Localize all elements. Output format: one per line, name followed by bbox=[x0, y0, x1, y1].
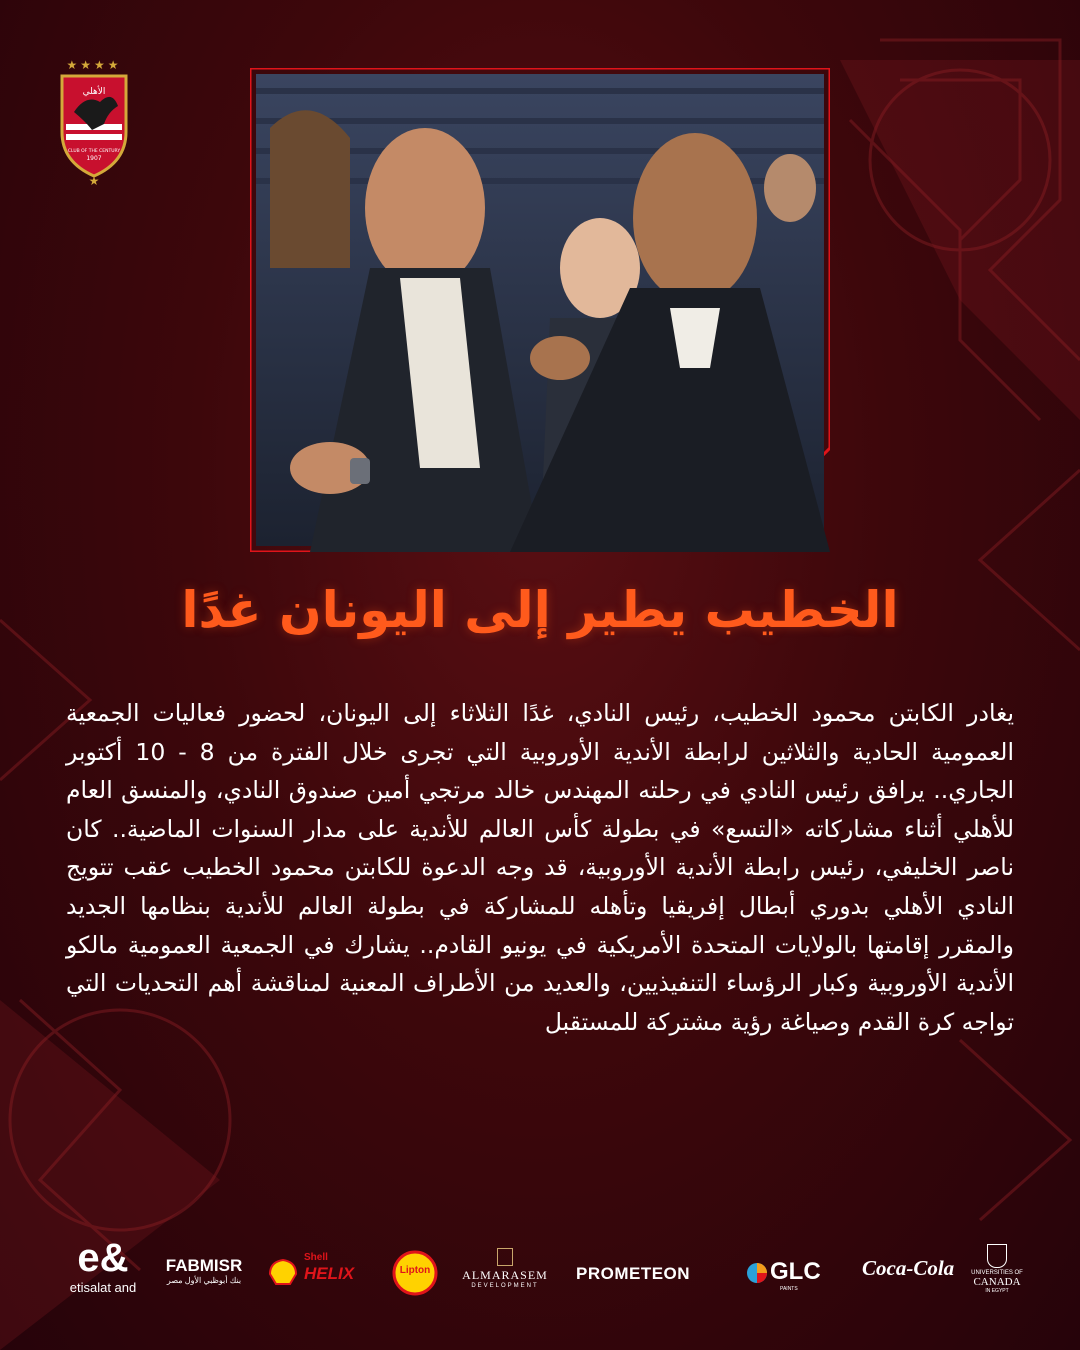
shell-top-text: Shell bbox=[304, 1252, 328, 1263]
logo-arabic-text: الأهلي bbox=[82, 87, 106, 97]
etisalat-label: etisalat and bbox=[69, 1280, 137, 1295]
prometeon-text: PROMETEON bbox=[576, 1264, 691, 1283]
article-body: يغادر الكابتن محمود الخطيب، رئيس النادي، غدًا الثلاثاء إلى اليونان، لحضور فعاليات الجمعية العمومية الحادية والثلاثين لرابطة الأندية الأوروبية التي تجرى خلال الفترة من 8 - 10 أكتوبر الجاري.. يرافق رئيس النادي في رحلته المهندس خالد مرتجي أمين صندوق النادي، والمنسق العام للأهلي أثناء مشاركاته «التسع» في بطولة كأس العالم للأندية على مدار السنوات الماضية.. كان ناصر الخليفي، رئيس رابطة الأندية الأوروبية، قد وجه الدعوة للكابتن محمود الخطيب عقب تتويج النادي الأهلي بدوري أبطال إفريقيا وتأهله للمشاركة في بطولة العالم للأندية بنظامها الجديد والمقرر إقامتها بالولايات المتحدة الأمريكية في يونيو القادم.. يشارك في الجمعية العمومية مالكو الأندية الأوروبية وكبار الرؤساء التنفيذيين، والعديد من الأطراف المعنية لمناقشة أهم التحديات التي تواجه كرة القدم وصياغة رؤية مشتركة للمستقبل bbox=[66, 699, 1014, 1036]
uofc-crest-icon bbox=[987, 1244, 1007, 1268]
uofc-line3: IN EGYPT bbox=[985, 1288, 1009, 1294]
photo-frame bbox=[250, 68, 830, 552]
sponsor-etisalat bbox=[58, 1236, 148, 1295]
sponsor-coca-cola bbox=[862, 1256, 962, 1281]
club-logo bbox=[56, 58, 132, 188]
sponsor-shell-helix bbox=[268, 1252, 372, 1292]
almarasem-emblem-icon bbox=[497, 1248, 513, 1266]
sponsor-fabmisr bbox=[154, 1256, 254, 1285]
sponsor-lipton bbox=[392, 1250, 438, 1296]
glc-logo-icon bbox=[746, 1262, 768, 1284]
stars-icon: ★★★★ bbox=[66, 58, 122, 72]
coca-cola-text: Coca-Cola bbox=[862, 1256, 955, 1280]
almarasem-text: ALMARASEM bbox=[462, 1268, 548, 1282]
sponsor-bar bbox=[50, 1236, 1030, 1316]
glc-text: GLC bbox=[770, 1258, 821, 1285]
sponsor-almarasem bbox=[454, 1248, 556, 1289]
etisalat-logo-icon: e& bbox=[77, 1236, 129, 1280]
star-icon: ★ bbox=[88, 174, 100, 188]
al-ahly-logo-icon bbox=[56, 72, 132, 182]
uofc-line1: UNIVERSITIES OF bbox=[971, 1270, 1023, 1276]
logo-year-text: 1907 bbox=[86, 155, 102, 162]
lipton-label: Lipton bbox=[399, 1265, 431, 1276]
fabmisr-logo-text: FABMISR bbox=[165, 1256, 243, 1275]
photo-two-men-embracing bbox=[250, 68, 830, 552]
uofc-line2: CANADA bbox=[973, 1276, 1021, 1288]
sponsor-universities-of-canada bbox=[962, 1244, 1032, 1294]
fabmisr-sub-text: بنك أبوظبي الأول مصر bbox=[166, 1276, 242, 1285]
helix-text: HELIX bbox=[304, 1264, 355, 1283]
sponsor-prometeon bbox=[576, 1264, 736, 1284]
headline: الخطيب يطير إلى اليونان غدًا bbox=[181, 581, 899, 639]
shell-icon bbox=[268, 1258, 298, 1286]
almarasem-sub-text: DEVELOPMENT bbox=[471, 1283, 539, 1289]
glc-sub-text: PAINTS bbox=[780, 1286, 798, 1292]
logo-century-text: CLUB OF THE CENTURY bbox=[67, 149, 121, 154]
